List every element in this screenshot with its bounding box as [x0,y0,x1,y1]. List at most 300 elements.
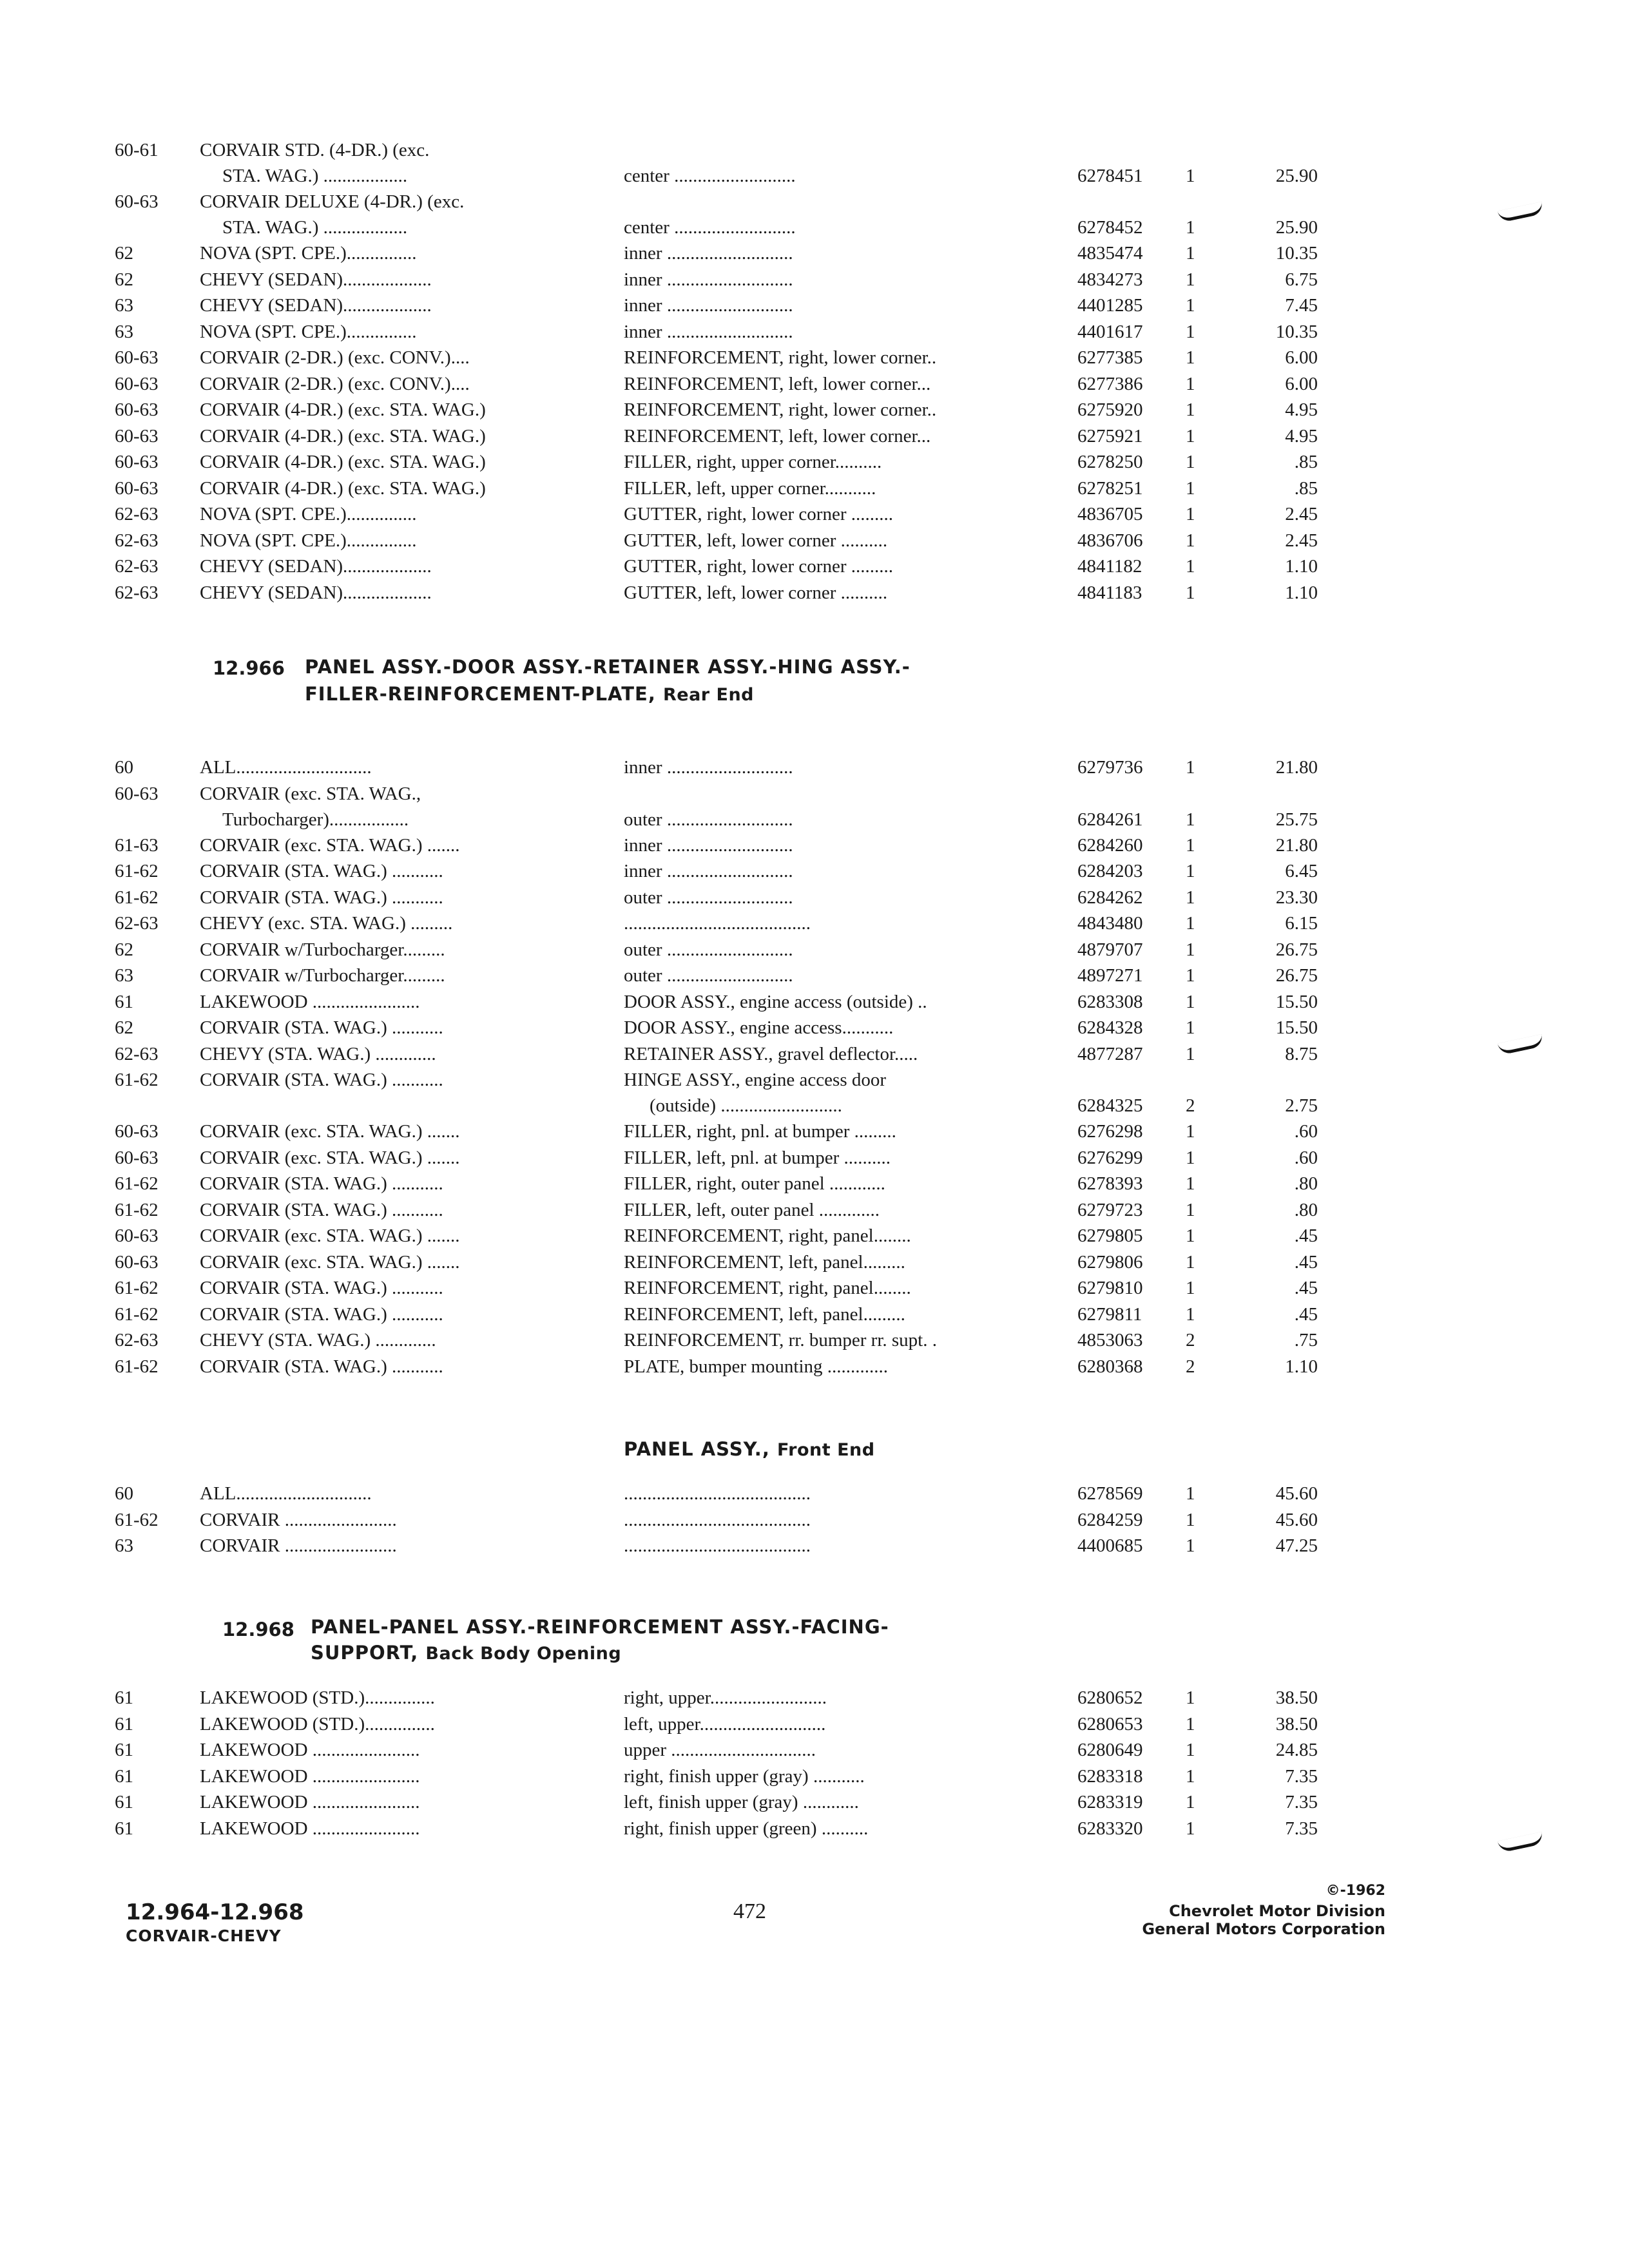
year-cell: 60-63 [115,401,159,419]
quantity-cell: 1 [1186,349,1195,367]
price-cell: 23.30 [1275,888,1318,907]
description-cell: outer ........................... [624,966,793,985]
year-cell: 60-63 [115,193,159,211]
price-cell: 15.50 [1275,1019,1318,1037]
price-cell: 10.35 [1275,322,1318,341]
price-cell: 45.60 [1275,1485,1318,1503]
table-row [0,398,1629,425]
quantity-cell: 1 [1186,167,1195,186]
quantity-cell: 1 [1186,1689,1195,1707]
section-number: 12.966 [213,657,285,679]
description-cell: right, finish upper (green) .......... [624,1819,869,1838]
year-cell: 61-62 [115,1510,159,1530]
price-cell: 21.80 [1275,836,1318,855]
table-row [0,1043,1629,1069]
table-row [0,346,1629,372]
model-cell: CORVAIR ........................ [200,1510,397,1530]
description-cell: right, upper......................... [624,1689,827,1707]
model-cell: CORVAIR (2-DR.) (exc. CONV.).... [200,374,470,394]
quantity-cell: 1 [1186,758,1195,777]
section-subtitle: Back Body Opening [425,1644,622,1664]
model-cell: CORVAIR (4-DR.) (exc. STA. WAG.) [200,401,486,419]
model-cell: CORVAIR (STA. WAG.) ........... [200,1071,443,1090]
price-cell: 38.50 [1275,1689,1318,1707]
quantity-cell: 1 [1186,1019,1195,1037]
section-subtitle: Front End [776,1440,875,1460]
model-cell: CORVAIR (STA. WAG.) ........... [200,1019,443,1037]
model-cell: CORVAIR DELUXE (4-DR.) (exc. [200,193,465,211]
table-row [0,1534,1629,1561]
table-row [0,1329,1629,1355]
price-cell: 45.60 [1275,1510,1318,1530]
section-number: 12.968 [222,1619,294,1640]
description-cell: right, finish upper (gray) ........... [624,1767,865,1786]
description-cell: FILLER, left, upper corner........... [624,479,876,498]
part-number-cell: 4834273 [1077,270,1143,289]
year-cell: 60 [115,1485,133,1503]
table-row [0,1713,1629,1739]
table-row [0,450,1629,477]
year-cell: 60-63 [115,427,159,446]
table-row [0,1251,1629,1277]
table-row [0,529,1629,555]
description-cell: RETAINER ASSY., gravel deflector..... [624,1044,918,1064]
description-cell: GUTTER, left, lower corner .......... [624,531,888,550]
part-number-cell: 6280652 [1077,1689,1143,1707]
model-cell: CHEVY (STA. WAG.) ............. [200,1331,436,1350]
quantity-cell: 1 [1186,992,1195,1012]
price-cell: .45 [1294,1227,1318,1245]
description-cell: REINFORCEMENT, left, panel......... [624,1253,905,1272]
quantity-cell: 1 [1186,1279,1195,1298]
model-cell: CORVAIR (exc. STA. WAG.) ....... [200,1227,460,1245]
model-cell: NOVA (SPT. CPE.)............... [200,505,417,524]
year-cell: 61-63 [115,836,159,855]
quantity-cell: 1 [1186,583,1195,602]
year-cell: 60-63 [115,1148,159,1168]
section-title-line2 [305,683,911,705]
description-cell: inner ........................... [624,244,793,263]
table-row [0,1508,1629,1535]
table-row [0,1765,1629,1791]
part-number-cell: 4877287 [1077,1044,1143,1064]
table-row [0,1303,1629,1329]
part-number-cell: 6283308 [1077,992,1143,1012]
year-cell: 61 [115,1767,133,1786]
model-cell: LAKEWOOD ....................... [200,1793,420,1812]
quantity-cell: 1 [1186,374,1195,394]
year-cell: 60 [115,758,133,777]
table-row [0,555,1629,581]
year-cell: 61-62 [115,888,159,907]
part-number-cell: 4841182 [1077,557,1142,576]
table-row [0,964,1629,990]
table-row [0,477,1629,503]
description-cell: inner ........................... [624,862,793,881]
model-cell: CORVAIR (exc. STA. WAG.) ....... [200,1122,460,1141]
part-number-cell: 6280653 [1077,1715,1143,1734]
model-cell: CHEVY (SEDAN)................... [200,557,432,576]
price-cell: 15.50 [1275,992,1318,1012]
price-cell: 1.10 [1285,1357,1318,1376]
quantity-cell: 2 [1186,1331,1195,1350]
table-row [0,581,1629,608]
footer-range: 12.964-12.968 [126,1899,304,1925]
price-cell: .80 [1294,1200,1318,1220]
quantity-cell: 1 [1186,1253,1195,1272]
section-title-text: FILLER-REINFORCEMENT-PLATE, [305,683,656,705]
description-cell: REINFORCEMENT, left, panel......... [624,1305,905,1324]
price-cell: 25.75 [1275,810,1318,829]
parts-section-continued [0,139,1629,607]
part-number-cell: 6279723 [1077,1200,1143,1220]
description-cell: DOOR ASSY., engine access........... [624,1019,894,1037]
part-number-cell: 6276299 [1077,1148,1143,1168]
price-cell: 4.95 [1285,427,1318,446]
description-cell: FILLER, left, pnl. at bumper .......... [624,1148,891,1168]
model-cell: LAKEWOOD ....................... [200,992,420,1012]
price-cell: 6.00 [1285,374,1318,394]
price-cell: .75 [1294,1331,1318,1350]
model-cell: CORVAIR (exc. STA. WAG., [200,784,421,803]
quantity-cell: 1 [1186,244,1195,263]
year-cell: 61 [115,1689,133,1707]
model-cell: CORVAIR (STA. WAG.) ........... [200,1175,443,1193]
table-row [0,1355,1629,1381]
quantity-cell: 1 [1186,453,1195,472]
parts-section-back-body [0,1686,1629,1843]
part-number-cell: 6278393 [1077,1175,1143,1193]
table-row [0,425,1629,451]
price-cell: .60 [1294,1122,1318,1141]
part-number-cell: 4401617 [1077,322,1143,341]
table-row [0,503,1629,529]
footer-copyright: ©-1962 [1325,1883,1385,1899]
year-cell: 61 [115,1819,133,1838]
year-cell: 61 [115,1715,133,1734]
year-cell: 61 [115,1793,133,1812]
description-cell: ........................................ [624,914,811,933]
price-cell: 38.50 [1275,1715,1318,1734]
year-cell: 62 [115,1019,133,1037]
price-cell: 7.35 [1285,1767,1318,1786]
table-row [0,268,1629,294]
description-cell: REINFORCEMENT, right, panel........ [624,1227,911,1245]
part-number-cell: 6284260 [1077,836,1143,855]
table-row [0,860,1629,886]
model-cell: CORVAIR (STA. WAG.) ........... [200,1200,443,1220]
description-cell: REINFORCEMENT, right, lower corner.. [624,401,937,419]
quantity-cell: 1 [1186,1715,1195,1734]
year-cell: 62-63 [115,505,159,524]
price-cell: 21.80 [1275,758,1318,777]
model-cell: CHEVY (SEDAN)................... [200,270,432,289]
part-number-cell: 6284259 [1077,1510,1143,1530]
year-cell: 62-63 [115,914,159,933]
price-cell: 24.85 [1275,1741,1318,1760]
part-number-cell: 6284203 [1077,862,1143,881]
quantity-cell: 1 [1186,862,1195,881]
part-number-cell: 6283320 [1077,1819,1143,1838]
quantity-cell: 1 [1186,966,1195,985]
price-cell: 6.00 [1285,349,1318,367]
table-row [0,756,1629,782]
description-cell: FILLER, right, pnl. at bumper ......... [624,1122,896,1141]
part-number-cell: 4835474 [1077,244,1143,263]
quantity-cell: 1 [1186,479,1195,498]
table-row [0,912,1629,938]
description-cell: inner ........................... [624,836,793,855]
table-row [0,1791,1629,1817]
description-cell: REINFORCEMENT, right, panel........ [624,1279,911,1298]
part-number-cell: 4836705 [1077,505,1143,524]
part-number-cell: 6276298 [1077,1122,1143,1141]
part-number-cell: 6277386 [1077,374,1143,394]
quantity-cell: 1 [1186,427,1195,446]
model-cell: CORVAIR (exc. STA. WAG.) ....... [200,836,460,855]
price-cell: 25.90 [1275,167,1318,186]
description-cell: inner ........................... [624,296,793,315]
part-number-cell: 6284261 [1077,810,1143,829]
quantity-cell: 1 [1186,914,1195,933]
table-row [0,938,1629,965]
description-cell: outer ........................... [624,940,793,959]
price-cell: 47.25 [1275,1537,1318,1555]
description-cell: ........................................ [624,1537,811,1555]
section-title-line1: PANEL-PANEL ASSY.-REINFORCEMENT ASSY.-FACING- [311,1616,889,1638]
quantity-cell: 1 [1186,1122,1195,1141]
section-title [311,1616,889,1664]
year-cell: 61-62 [115,862,159,881]
year-cell: 62-63 [115,1331,159,1350]
model-cell: CORVAIR (4-DR.) (exc. STA. WAG.) [200,427,486,446]
table-row [0,782,1629,834]
description-cell: DOOR ASSY., engine access (outside) .. [624,992,927,1012]
description-cell: left, upper........................... [624,1715,826,1734]
model-cell: CHEVY (SEDAN)................... [200,296,432,315]
year-cell: 61 [115,992,133,1012]
price-cell: .85 [1294,479,1318,498]
description-cell: inner ........................... [624,270,793,289]
quantity-cell: 1 [1186,270,1195,289]
quantity-cell: 1 [1186,1741,1195,1760]
quantity-cell: 1 [1186,1148,1195,1168]
quantity-cell: 1 [1186,810,1195,829]
table-row [0,320,1629,347]
part-number-cell: 4897271 [1077,966,1143,985]
model-cell: CORVAIR (exc. STA. WAG.) ....... [200,1253,460,1272]
model-cell-cont: Turbocharger)................. [222,810,409,829]
model-cell: CORVAIR (STA. WAG.) ........... [200,1279,443,1298]
price-cell: 1.10 [1285,557,1318,576]
year-cell: 63 [115,1537,133,1555]
table-row [0,294,1629,320]
year-cell: 60-63 [115,1227,159,1245]
footer-division: Chevrolet Motor Division [1169,1902,1385,1920]
model-cell: CORVAIR (STA. WAG.) ........... [200,1305,443,1324]
description-cell: upper ............................... [624,1741,816,1760]
price-cell: 6.45 [1285,862,1318,881]
description-cell: GUTTER, right, lower corner ......... [624,505,893,524]
quantity-cell: 1 [1186,1767,1195,1786]
year-cell: 61-62 [115,1279,159,1298]
model-cell: NOVA (SPT. CPE.)............... [200,531,417,550]
description-cell: REINFORCEMENT, right, lower corner.. [624,349,937,367]
year-cell: 62-63 [115,1044,159,1064]
table-row [0,1224,1629,1251]
part-number-cell: 6284262 [1077,888,1143,907]
quantity-cell: 1 [1186,836,1195,855]
part-number-cell: 6280368 [1077,1357,1143,1376]
price-cell: 6.75 [1285,270,1318,289]
part-number-cell: 6278569 [1077,1485,1143,1503]
year-cell: 62 [115,940,133,959]
table-row [0,1120,1629,1146]
description-cell: ........................................ [624,1485,811,1503]
table-row [0,1686,1629,1713]
part-number-cell: 4879707 [1077,940,1143,959]
section-title [624,1438,875,1460]
model-cell: ALL............................. [200,1485,372,1503]
price-cell: 4.95 [1285,401,1318,419]
year-cell: 60-63 [115,479,159,498]
part-number-cell: 6279811 [1077,1305,1142,1324]
model-cell-cont: STA. WAG.) .................. [222,167,408,186]
table-row [0,1738,1629,1765]
price-cell: .85 [1294,453,1318,472]
description-cell: inner ........................... [624,322,793,341]
part-number-cell: 6278251 [1077,479,1143,498]
description-cell: HINGE ASSY., engine access door [624,1071,887,1090]
quantity-cell: 1 [1186,557,1195,576]
part-number-cell: 6279810 [1077,1279,1143,1298]
quantity-cell: 1 [1186,1044,1195,1064]
price-cell: 26.75 [1275,940,1318,959]
quantity-cell: 1 [1186,1485,1195,1503]
price-cell: .45 [1294,1279,1318,1298]
table-row [0,1068,1629,1120]
model-cell: CORVAIR ........................ [200,1537,397,1555]
description-cell-cont: (outside) .......................... [650,1097,842,1115]
part-number-cell: 6277385 [1077,349,1143,367]
part-number-cell: 4841183 [1077,583,1142,602]
year-cell: 60-63 [115,453,159,472]
description-cell: FILLER, right, outer panel ............ [624,1175,885,1193]
model-cell: LAKEWOOD ....................... [200,1819,420,1838]
section-title-line1: PANEL ASSY.-DOOR ASSY.-RETAINER ASSY.-HING ASSY.- [305,656,911,678]
table-row [0,990,1629,1017]
model-cell: CHEVY (STA. WAG.) ............. [200,1044,436,1064]
year-cell: 60-63 [115,1122,159,1141]
part-number-cell: 4836706 [1077,531,1143,550]
table-row [0,1276,1629,1303]
quantity-cell: 2 [1186,1097,1195,1115]
section-title [305,656,911,705]
table-row [0,139,1629,190]
model-cell: CORVAIR STD. (4-DR.) (exc. [200,141,430,160]
part-number-cell: 4400685 [1077,1537,1143,1555]
quantity-cell: 1 [1186,1200,1195,1220]
year-cell: 61 [115,1741,133,1760]
year-cell: 61-62 [115,1305,159,1324]
table-row [0,1817,1629,1843]
price-cell: .80 [1294,1175,1318,1193]
description-cell: outer ........................... [624,888,793,907]
page-number: 472 [733,1899,766,1923]
table-row [0,886,1629,912]
part-number-cell: 6284328 [1077,1019,1143,1037]
footer-models: CORVAIR-CHEVY [126,1927,282,1945]
price-cell: .60 [1294,1148,1318,1168]
table-row [0,1146,1629,1173]
table-row [0,1482,1629,1508]
table-row [0,1198,1629,1225]
description-cell: ........................................ [624,1510,811,1530]
description-cell: outer ........................... [624,810,793,829]
year-cell: 62 [115,244,133,263]
table-row [0,1016,1629,1043]
model-cell: CORVAIR (STA. WAG.) ........... [200,1357,443,1376]
parts-section-rear-end [0,756,1629,1381]
year-cell: 61-62 [115,1200,159,1220]
description-cell: center .......................... [624,218,796,237]
price-cell: 1.10 [1285,583,1318,602]
description-cell: GUTTER, left, lower corner .......... [624,583,888,602]
table-row [0,190,1629,242]
year-cell: 61-62 [115,1071,159,1090]
model-cell: LAKEWOOD (STD.)............... [200,1689,435,1707]
part-number-cell: 6283319 [1077,1793,1143,1812]
part-number-cell: 6275920 [1077,401,1143,419]
part-number-cell: 6279736 [1077,758,1143,777]
quantity-cell: 1 [1186,1175,1195,1193]
footer-corporation: General Motors Corporation [1142,1920,1385,1938]
model-cell: CHEVY (SEDAN)................... [200,583,432,602]
model-cell: CORVAIR (STA. WAG.) ........... [200,888,443,907]
year-cell: 60-61 [115,141,159,160]
quantity-cell: 1 [1186,888,1195,907]
price-cell: 2.45 [1285,531,1318,550]
year-cell: 60-63 [115,349,159,367]
quantity-cell: 2 [1186,1357,1195,1376]
price-cell: 6.15 [1285,914,1318,933]
year-cell: 63 [115,322,133,341]
part-number-cell: 4853063 [1077,1331,1143,1350]
model-cell: CORVAIR (2-DR.) (exc. CONV.).... [200,349,470,367]
model-cell: NOVA (SPT. CPE.)............... [200,322,417,341]
quantity-cell: 1 [1186,940,1195,959]
model-cell: ALL............................. [200,758,372,777]
quantity-cell: 1 [1186,505,1195,524]
quantity-cell: 1 [1186,1793,1195,1812]
quantity-cell: 1 [1186,1510,1195,1530]
model-cell: CORVAIR (4-DR.) (exc. STA. WAG.) [200,479,486,498]
price-cell: 2.75 [1285,1097,1318,1115]
year-cell: 62-63 [115,557,159,576]
description-cell: left, finish upper (gray) ............ [624,1793,859,1812]
description-cell: REINFORCEMENT, left, lower corner... [624,427,931,446]
description-cell: PLATE, bumper mounting ............. [624,1357,889,1376]
price-cell: 7.45 [1285,296,1318,315]
section-title-text: SUPPORT, [311,1642,419,1664]
price-cell: .45 [1294,1253,1318,1272]
table-row [0,242,1629,268]
year-cell: 62-63 [115,583,159,602]
quantity-cell: 1 [1186,1305,1195,1324]
part-number-cell: 6284325 [1077,1097,1143,1115]
table-row [0,834,1629,860]
part-number-cell: 6278452 [1077,218,1143,237]
